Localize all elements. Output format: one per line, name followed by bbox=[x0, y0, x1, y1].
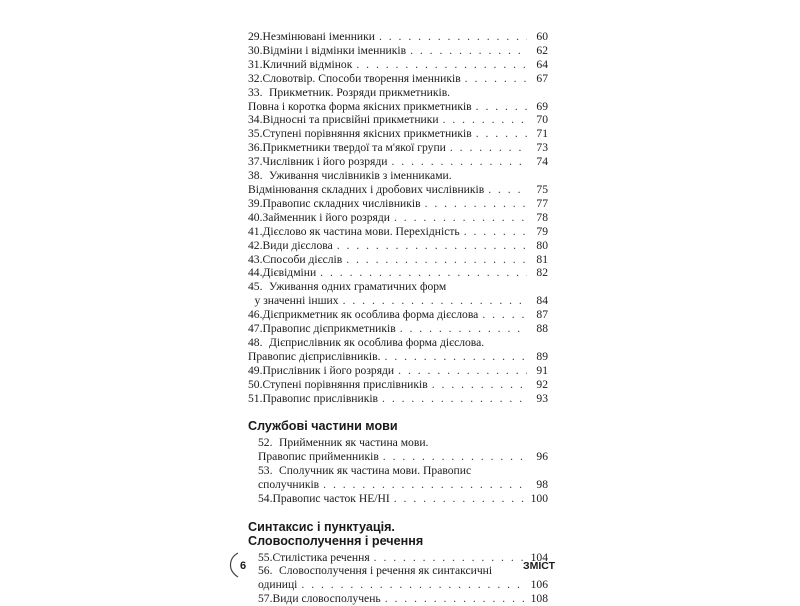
toc-entry-page: 78 bbox=[530, 211, 548, 225]
toc-entry-title: Прийменник як частина мови. bbox=[279, 436, 428, 450]
toc-entry-title-continued: у значенні інших bbox=[255, 294, 339, 308]
dot-leader bbox=[374, 551, 527, 565]
toc-entry bbox=[258, 464, 548, 492]
toc-entry-page: 98 bbox=[530, 478, 548, 492]
dot-leader bbox=[482, 308, 527, 322]
toc-entry-title: Словотвір. Способи творення іменників bbox=[263, 72, 461, 86]
toc-entry-title: Правопис складних числівників bbox=[263, 197, 421, 211]
toc-entry-number: 34. bbox=[248, 113, 263, 127]
dot-leader bbox=[383, 450, 527, 464]
toc-list-function-words bbox=[248, 436, 548, 506]
toc-entry-number: 46. bbox=[248, 308, 263, 322]
toc-entry-number: 55. bbox=[258, 551, 273, 565]
toc-entry-page: 73 bbox=[530, 141, 548, 155]
toc-entry-number: 51. bbox=[248, 392, 263, 406]
toc-entry-page: 92 bbox=[530, 378, 548, 392]
dot-leader bbox=[382, 392, 527, 406]
toc-entry-number: 31. bbox=[248, 58, 263, 72]
toc-entry-title-continued: одиниці bbox=[258, 578, 297, 592]
toc-entry bbox=[248, 253, 548, 267]
toc-entry-title: Числівник і його розряди bbox=[263, 155, 388, 169]
toc-entry-title: Прислівник і його розряди bbox=[263, 364, 395, 378]
toc-entry bbox=[248, 308, 548, 322]
toc-entry-page: 81 bbox=[530, 253, 548, 267]
toc-entry-page: 104 bbox=[530, 551, 548, 565]
toc-entry-page: 62 bbox=[530, 44, 548, 58]
toc-entry-title-continued: Повна і коротка форма якісних прикметників bbox=[248, 100, 472, 114]
toc-entry bbox=[248, 336, 548, 364]
toc-entry-number: 45. bbox=[248, 280, 269, 294]
toc-entry bbox=[258, 564, 548, 592]
dot-leader bbox=[346, 253, 527, 267]
toc-entry bbox=[248, 239, 548, 253]
toc-entry-title: Кличний відмінок bbox=[263, 58, 353, 72]
toc-entry-title-continued: Правопис дієприслівників. bbox=[248, 350, 381, 364]
toc-list-syntax bbox=[248, 551, 548, 606]
section-heading-syntax-sub: Словосполучення і речення bbox=[248, 534, 548, 549]
toc-entry bbox=[248, 280, 548, 308]
toc-entry-page: 67 bbox=[530, 72, 548, 86]
running-title: ЗМІСТ bbox=[523, 560, 555, 572]
toc-list-parts-of-speech bbox=[248, 30, 548, 405]
toc-entry bbox=[248, 378, 548, 392]
toc-entry-number: 44. bbox=[248, 266, 263, 280]
toc-entry-title: Незмінювані іменники bbox=[263, 30, 375, 44]
dot-leader bbox=[379, 30, 527, 44]
dot-leader bbox=[394, 211, 527, 225]
toc-entry-page: 71 bbox=[530, 127, 548, 141]
toc-entry-number: 36. bbox=[248, 141, 263, 155]
section-heading-syntax: Синтаксис і пунктуація. bbox=[248, 520, 548, 535]
toc-entry-title: Сполучник як частина мови. Правопис bbox=[279, 464, 471, 478]
toc-entry-number: 40. bbox=[248, 211, 263, 225]
dot-leader bbox=[385, 592, 527, 606]
page-number: 6 bbox=[240, 560, 246, 572]
toc-entry bbox=[248, 30, 548, 44]
dot-leader bbox=[343, 294, 527, 308]
toc-entry-title: Види словосполучень bbox=[273, 592, 381, 606]
toc-entry bbox=[248, 392, 548, 406]
dot-leader bbox=[450, 141, 527, 155]
toc-entry-number: 32. bbox=[248, 72, 263, 86]
toc-entry bbox=[248, 322, 548, 336]
toc-entry-page: 79 bbox=[530, 225, 548, 239]
toc-entry bbox=[258, 551, 548, 565]
toc-entry-title: Дієслово як частина мови. Перехідність bbox=[263, 225, 460, 239]
dot-leader bbox=[465, 72, 527, 86]
dot-leader bbox=[394, 492, 527, 506]
toc-entry-title: Прикметник. Розряди прикметників. bbox=[269, 86, 450, 100]
dot-leader bbox=[443, 113, 527, 127]
toc-entry bbox=[258, 492, 548, 506]
toc-entry-number: 49. bbox=[248, 364, 263, 378]
toc-entry-page: 75 bbox=[530, 183, 548, 197]
toc-entry-title: Стилістика речення bbox=[273, 551, 370, 565]
toc-entry-number: 39. bbox=[248, 197, 263, 211]
toc-entry bbox=[248, 127, 548, 141]
dot-leader bbox=[385, 350, 527, 364]
toc-entry-title-continued: Правопис прийменників bbox=[258, 450, 379, 464]
toc-entry-title: Прикметники твердої та м'якої групи bbox=[263, 141, 446, 155]
dot-leader bbox=[432, 378, 527, 392]
dot-leader bbox=[410, 44, 527, 58]
toc-entry-number: 53. bbox=[258, 464, 279, 478]
dot-leader bbox=[476, 127, 527, 141]
toc-entry-number: 41. bbox=[248, 225, 263, 239]
toc-entry-title: Правопис часток НЕ/НІ bbox=[273, 492, 390, 506]
toc-entry-number: 47. bbox=[248, 322, 263, 336]
table-of-contents bbox=[248, 30, 548, 606]
toc-entry-page: 108 bbox=[530, 592, 548, 606]
toc-entry-title: Ступені порівняння якісних прикметників bbox=[263, 127, 472, 141]
dot-leader bbox=[476, 100, 527, 114]
dot-leader bbox=[488, 183, 527, 197]
toc-entry-title: Дієвідміни bbox=[263, 266, 317, 280]
toc-entry-title: Словосполучення і речення як синтаксичні bbox=[279, 564, 492, 578]
toc-entry-number: 54. bbox=[258, 492, 273, 506]
dot-leader bbox=[356, 58, 527, 72]
dot-leader bbox=[464, 225, 527, 239]
toc-entry-number: 37. bbox=[248, 155, 263, 169]
toc-entry-page: 70 bbox=[530, 113, 548, 127]
dot-leader bbox=[398, 364, 527, 378]
toc-entry-title: Дієприкметник як особлива форма дієслова bbox=[263, 308, 479, 322]
toc-entry-page: 100 bbox=[530, 492, 548, 506]
toc-entry-number: 29. bbox=[248, 30, 263, 44]
toc-entry-page: 88 bbox=[530, 322, 548, 336]
toc-entry-page: 106 bbox=[530, 578, 548, 592]
toc-entry-page: 93 bbox=[530, 392, 548, 406]
toc-entry-number: 35. bbox=[248, 127, 263, 141]
toc-entry-title: Види дієслова bbox=[263, 239, 333, 253]
toc-entry-title: Відносні та присвійні прикметники bbox=[263, 113, 439, 127]
toc-entry-number: 57. bbox=[258, 592, 273, 606]
toc-entry bbox=[248, 44, 548, 58]
section-heading-function-words: Службові частини мови bbox=[248, 419, 548, 434]
toc-entry-page: 74 bbox=[530, 155, 548, 169]
toc-entry bbox=[258, 436, 548, 464]
toc-entry-number: 42. bbox=[248, 239, 263, 253]
toc-entry-page: 89 bbox=[530, 350, 548, 364]
dot-leader bbox=[320, 266, 527, 280]
toc-entry bbox=[248, 197, 548, 211]
toc-entry-number: 38. bbox=[248, 169, 269, 183]
toc-entry bbox=[248, 113, 548, 127]
toc-entry bbox=[248, 364, 548, 378]
toc-entry-number: 52. bbox=[258, 436, 279, 450]
toc-entry-page: 84 bbox=[530, 294, 548, 308]
toc-entry-number: 33. bbox=[248, 86, 269, 100]
toc-entry-title: Ступені порівняння прислівників bbox=[263, 378, 428, 392]
page-corner-arc-icon bbox=[226, 552, 240, 578]
toc-entry-title: Способи дієслів bbox=[263, 253, 343, 267]
toc-entry bbox=[248, 266, 548, 280]
toc-entry bbox=[248, 211, 548, 225]
toc-entry-title: Дієприслівник як особлива форма дієслова. bbox=[269, 336, 484, 350]
toc-entry-title: Правопис прислівників bbox=[263, 392, 379, 406]
toc-entry-page: 96 bbox=[530, 450, 548, 464]
toc-entry-page: 82 bbox=[530, 266, 548, 280]
toc-entry bbox=[248, 86, 548, 114]
toc-entry-page: 80 bbox=[530, 239, 548, 253]
toc-entry-title: Відміни і відмінки іменників bbox=[263, 44, 407, 58]
toc-entry-page: 87 bbox=[530, 308, 548, 322]
toc-entry-number: 56. bbox=[258, 564, 279, 578]
toc-entry-title: Займенник і його розряди bbox=[263, 211, 390, 225]
toc-entry-number: 48. bbox=[248, 336, 269, 350]
toc-entry-title-continued: Відмінювання складних і дробових числівників bbox=[248, 183, 484, 197]
dot-leader bbox=[301, 578, 527, 592]
toc-entry-page: 77 bbox=[530, 197, 548, 211]
dot-leader bbox=[323, 478, 527, 492]
dot-leader bbox=[425, 197, 527, 211]
toc-entry bbox=[248, 72, 548, 86]
toc-entry bbox=[248, 141, 548, 155]
toc-entry-title: Уживання числівників з іменниками. bbox=[269, 169, 452, 183]
dot-leader bbox=[392, 155, 528, 169]
toc-entry-title: Уживання одних граматичних форм bbox=[269, 280, 446, 294]
toc-entry-page: 64 bbox=[530, 58, 548, 72]
toc-entry-number: 50. bbox=[248, 378, 263, 392]
toc-entry-title: Правопис дієприкметників bbox=[263, 322, 396, 336]
toc-entry bbox=[248, 169, 548, 197]
toc-entry-page: 69 bbox=[530, 100, 548, 114]
toc-entry bbox=[258, 592, 548, 606]
toc-entry-number: 43. bbox=[248, 253, 263, 267]
toc-entry bbox=[248, 155, 548, 169]
dot-leader bbox=[400, 322, 527, 336]
toc-entry-title-continued: сполучників bbox=[258, 478, 319, 492]
toc-entry-page: 91 bbox=[530, 364, 548, 378]
toc-entry-page: 60 bbox=[530, 30, 548, 44]
toc-entry bbox=[248, 225, 548, 239]
toc-entry bbox=[248, 58, 548, 72]
dot-leader bbox=[337, 239, 527, 253]
toc-entry-number: 30. bbox=[248, 44, 263, 58]
